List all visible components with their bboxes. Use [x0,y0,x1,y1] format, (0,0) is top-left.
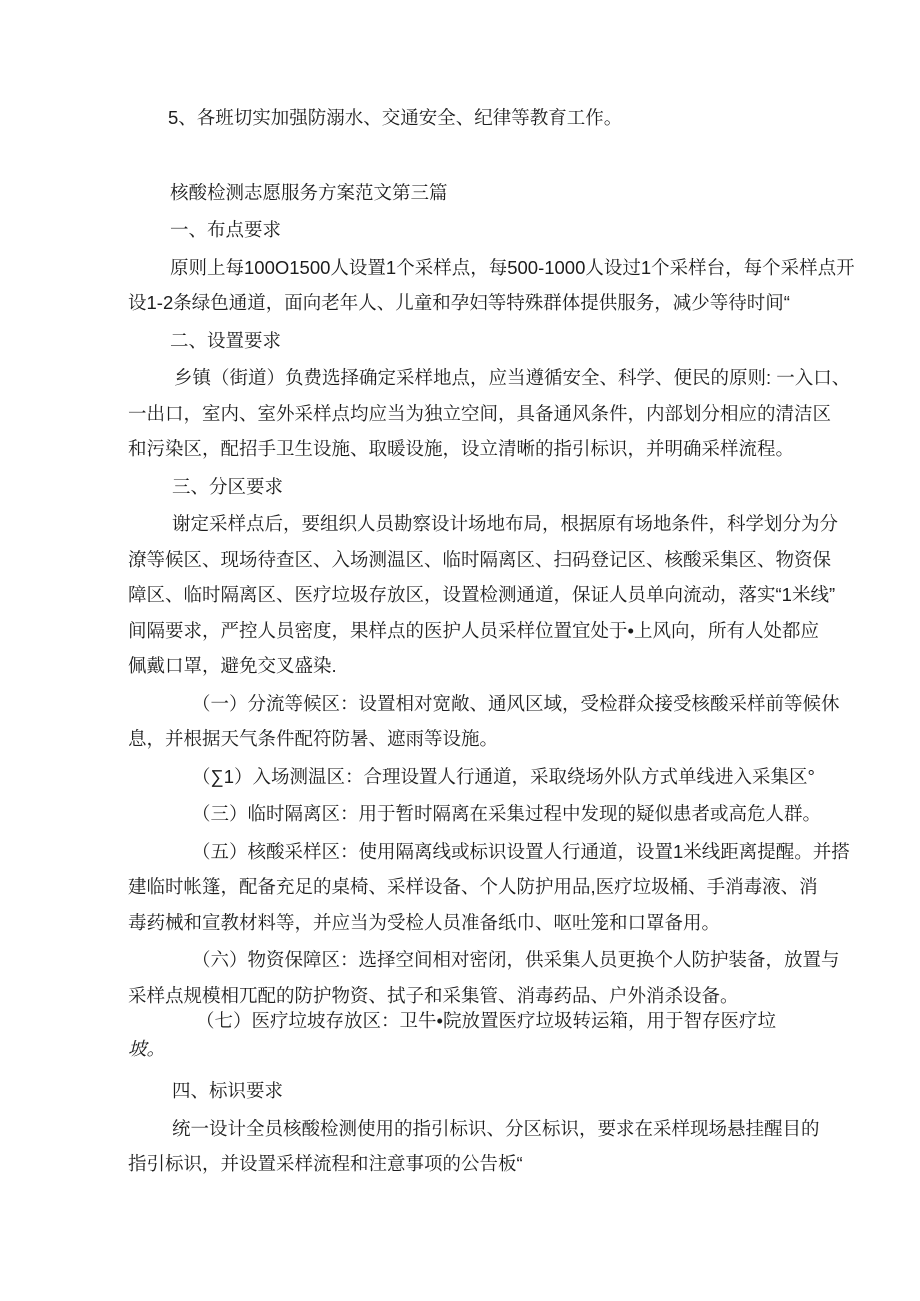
text-line [128,577,854,613]
text-line [128,506,854,542]
paragraph-zone-5 [128,834,854,941]
text-run: 统一设计全员核酸检测使用的指引标识、分区标识，要求在采样现场悬挂醒目的 [172,1117,820,1139]
text-run: 和污染区，配招手卫生设施、取暖设施，设立清晰的指引标识，并明确采样流程。 [128,438,795,459]
text-run: （∑1）入场测温区：合理设置人行通道，采取绕场外队方式单线进入采集区° [192,765,815,787]
text-line [128,1073,854,1109]
text-run: 障区、临时隔离区、医疗垃圾存放区，设置检测通道，保证人员单向流动，落实“1米线” [128,584,836,605]
text-line [128,869,854,905]
heading-2 [128,323,854,359]
text-line [128,250,854,286]
text-run: 指引标识，并设置采样流程和注意事项的公告板“ [128,1153,523,1174]
text-run: 5、各班切实加强防溺水、交通安全、纪律等教育工作。 [168,107,623,128]
list-item-5 [128,100,854,136]
text-run: 二、设置要求 [170,329,282,351]
paragraph [128,1111,854,1182]
text-line [128,759,854,795]
text-run: （五）核酸采样区：使用隔离线或标识设置人行通道，设置1米线距离提醒。并搭 [192,840,850,862]
text-run: 毒药械和宣教材料等，并应当为受检人员准备纸巾、呕吐笼和口罩备用。 [128,911,721,933]
text-line [128,1035,854,1065]
text-run: 间隔要求，严控人员密度，果样点的医护人员采样位置宜处于•上风向，所有人处都应 [128,619,819,641]
paragraph [128,250,854,321]
paragraph-zone-6 [128,942,854,1013]
paragraph-zone-2 [128,759,854,795]
heading-1 [128,212,854,248]
text-line [128,905,854,941]
text-run: 四、标识要求 [172,1080,284,1101]
text-run: （一）分流等候区：设置相对宽敞、通风区域，受检群众接受核酸采样前等候休 [192,692,840,714]
text-line [128,212,854,248]
document-body [128,100,854,1184]
paragraph-zone-1 [128,686,854,757]
text-run: （七）医疗垃坡存放区：卫牛•院放置医疗垃圾转运箱，用于智存医疗垃 [196,1010,776,1031]
text-run: 一、布点要求 [170,219,282,240]
text-line [128,1007,854,1035]
text-line [128,175,854,211]
text-line [128,834,854,870]
text-line [128,360,854,396]
text-run: 乡镇（街道）负费选择确定采样地点，应当遵循安全、科学、便民的原则: 一入口、 [174,367,851,388]
paragraph-zone-3 [128,796,854,832]
text-run: 设1-2条绿色通道，面向老年人、儿童和孕妇等特殊群体提供服务，减少等待时间“ [128,292,790,313]
text-run: 原则上每100O1500人设置1个采样点，每500-1000人设过1个采样台，每个采样点开 [170,256,855,278]
text-line [128,396,854,432]
text-line [128,613,854,649]
text-line [128,323,854,359]
text-line [128,796,854,832]
text-run: 息，并根据天气条件配符防暑、遮雨等设施。 [128,728,499,749]
text-line [128,648,854,684]
text-line [128,1146,854,1182]
text-run: （三）临时隔离区：用于暂时隔离在采集过程中发现的疑似患者或高危人群。 [192,803,822,824]
text-run: 一出口，室内、室外采样点均应当为独立空间，具备通风条件，内部划分相应的清洁区 [128,402,832,424]
text-run: 坡。 [128,1039,166,1060]
text-line [128,942,854,978]
text-line [128,285,854,321]
text-run: 核酸检测志愿服务方案范文第三篇 [170,181,448,203]
text-line [128,469,854,505]
text-run: 佩戴口罩，避免交叉盛染. [128,655,337,676]
text-line [128,721,854,757]
text-run: 建临时帐篷，配备充足的桌椅、采样设备、个人防护用品,医疗垃圾桶、手消毒液、消 [128,876,818,897]
text-line [128,431,854,467]
text-run: 潦等候区、现场待查区、入场测温区、临时隔离区、扫码登记区、核酸采集区、物资保 [128,548,832,570]
heading-3 [128,469,854,505]
text-run: 三、分区要求 [172,475,284,497]
text-line [128,686,854,722]
text-line [128,1111,854,1147]
text-run: （六）物资保障区：选择空间相对密闭，供采集人员更换个人防护装备，放置与 [192,949,840,970]
paragraph-zone-7 [128,1007,854,1064]
section-title [128,175,854,211]
heading-4 [128,1073,854,1109]
text-line [128,542,854,578]
text-run: 采样点规模相兀配的防护物资、拭子和采集管、消毒药品、户外消杀设备。 [128,984,739,1006]
text-line [128,100,854,136]
paragraph [128,506,854,684]
paragraph [128,360,854,467]
text-run: 谢定采样点后，要组织人员勘察设计场地布局，根据原有场地条件，科学划分为分 [172,513,839,534]
